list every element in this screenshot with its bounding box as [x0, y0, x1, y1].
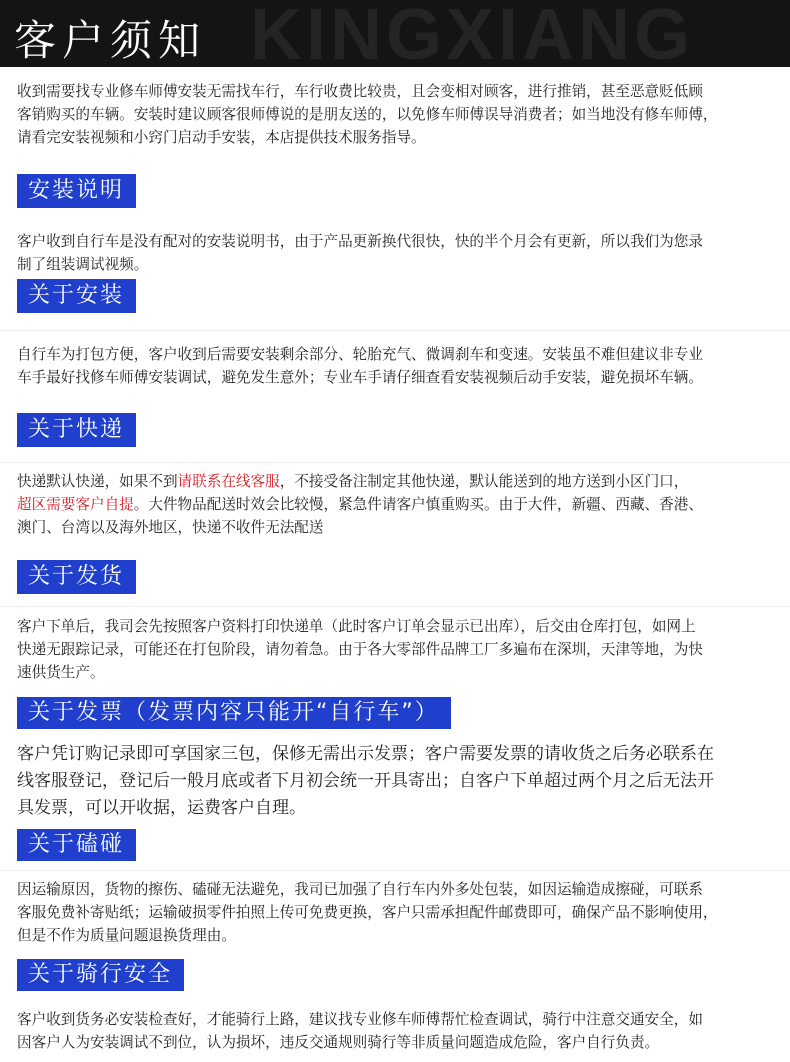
- section-heading-riding-safety: 关于骑行安全: [17, 959, 184, 991]
- intro-paragraph: [17, 80, 718, 149]
- intro-line: 请看完安装视频和小窍门启动手安装，本店提供技术服务指导。: [17, 129, 426, 146]
- contact-service-highlight: 请联系在线客服: [177, 473, 280, 490]
- invoice-paragraph: [17, 741, 714, 822]
- damage-paragraph: [17, 878, 718, 947]
- shipping-line: 客户下单后，我司会先按照客户资料打印快递单（此时客户订单会显示已出库），后交由仓库打包，如网上: [17, 618, 696, 635]
- damage-line: 但是不作为质量问题退换货理由。: [17, 927, 236, 944]
- safety-line: 因客户人为安装调试不到位，认为损坏，违反交通规则骑行等非质量问题造成危险，客户自行负责。: [17, 1034, 660, 1051]
- express-line2-text: 。大件物品配送时效会比较慢，紧急件请客户慎重购买。由于大件，新疆、西藏、香港、: [133, 496, 703, 513]
- self-pickup-highlight: 超区需要客户自提: [17, 496, 134, 513]
- damage-line: 因运输原因，货物的擦伤、磕碰无法避免，我司已加强了自行车内外多处包装，如因运输造成擦碰，可联系: [17, 881, 703, 898]
- invoice-line: 线客服登记，登记后一般月底或者下月初会统一开具寄出；自客户下单超过两个月之后无法开: [17, 771, 714, 791]
- install-guide-line: 客户收到自行车是没有配对的安装说明书，由于产品更新换代很快，快的半个月会有更新，所以我们为您录: [17, 233, 703, 250]
- shipping-paragraph: [17, 615, 703, 684]
- express-paragraph: [17, 470, 703, 539]
- header-watermark: KINGXIANG: [250, 0, 695, 67]
- installation-line: 自行车为打包方便，客户收到后需要安装剩余部分、轮胎充气、微调刹车和变速。安装虽不难但建议非专业: [17, 346, 703, 363]
- section-heading-express: 关于快递: [17, 413, 136, 447]
- express-line1-text: 快递默认快递，如果不到: [17, 473, 178, 490]
- invoice-line: 具发票，可以开收据，运费客户自理。: [17, 798, 306, 818]
- express-line3-text: 澳门、台湾以及海外地区，快递不收件无法配送: [17, 519, 324, 536]
- damage-line: 客服免费补寄贴纸；运输破损零件拍照上传可免费更换，客户只需承担配件邮费即可，确保产品不影响使用，: [17, 904, 718, 921]
- divider: [0, 330, 790, 331]
- section-heading-damage: 关于磕碰: [17, 829, 136, 861]
- install-guide-paragraph: [17, 230, 703, 276]
- section-heading-installation: 关于安装: [17, 279, 136, 313]
- header-banner: [0, 0, 790, 67]
- section-heading-shipping: 关于发货: [17, 560, 136, 594]
- shipping-line: 快递无跟踪记录，可能还在打包阶段，请勿着急。由于各大零部件品牌工厂多遍布在深圳，天津等地，为快: [17, 641, 703, 658]
- installation-paragraph: [17, 343, 703, 389]
- divider: [0, 870, 790, 871]
- shipping-line: 速供货生产。: [17, 664, 105, 681]
- divider: [0, 462, 790, 463]
- express-line1-text: ，不接受备注制定其他快递，默认能送到的地方送到小区门口，: [279, 473, 689, 490]
- install-guide-line: 制了组装调试视频。: [17, 256, 149, 273]
- section-heading-invoice: 关于发票（发票内容只能开“自行车”）: [17, 697, 451, 729]
- section-heading-install-guide: 安装说明: [17, 174, 136, 208]
- installation-line: 车手最好找修车师傅安装调试，避免发生意外；专业车手请仔细查看安装视频后动手安装，避免损坏车辆。: [17, 369, 703, 386]
- safety-line: 客户收到货务必安装检查好，才能骑行上路，建议找专业修车师傅帮忙检查调试，骑行中注意交通安全，如: [17, 1011, 703, 1028]
- intro-line: 客销购买的车辆。安装时建议顾客很师傅说的是朋友送的，以免修车师傅误导消费者；如当地没有修车师傅，: [17, 106, 718, 123]
- invoice-line: 客户凭订购记录即可享国家三包，保修无需出示发票；客户需要发票的请收货之后务必联系在: [17, 744, 714, 764]
- intro-line: 收到需要找专业修车师傅安装无需找车行，车行收费比较贵，且会变相对顾客，进行推销，甚至恶意贬低顾: [17, 83, 703, 100]
- safety-paragraph: [17, 1008, 703, 1054]
- page-title: 客户须知: [14, 16, 207, 65]
- divider: [0, 606, 790, 607]
